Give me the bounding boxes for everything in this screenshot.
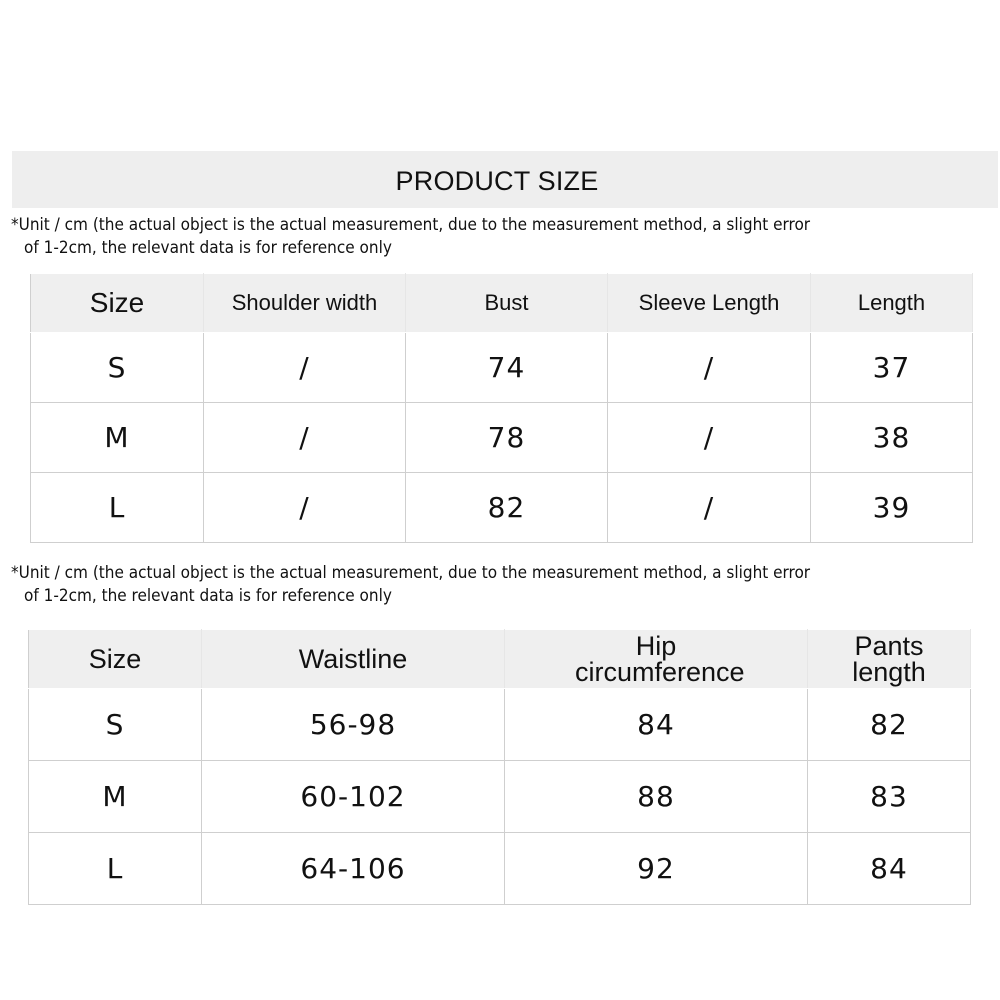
table-row — [31, 403, 973, 473]
table-cell: 74 — [406, 333, 608, 403]
table-cell: / — [204, 403, 406, 473]
table-row — [29, 761, 971, 833]
unit-note-line2: of 1-2cm, the relevant data is for reference only — [24, 238, 392, 258]
table-cell: 64-106 — [202, 833, 505, 905]
unit-note-line2: of 1-2cm, the relevant data is for reference only — [24, 586, 392, 606]
table-cell: S — [31, 333, 204, 403]
page-title: PRODUCT SIZE — [395, 166, 599, 196]
bottom-size-table — [28, 629, 971, 905]
table-cell: / — [204, 473, 406, 543]
table-cell: 38 — [811, 403, 973, 473]
header-cell-pants-length: Pants length — [808, 630, 971, 689]
table-cell: 82 — [808, 689, 971, 761]
header-cell-waistline: Waistline — [202, 630, 505, 689]
top-size-table — [30, 273, 973, 543]
table-cell: / — [204, 333, 406, 403]
table-cell: L — [29, 833, 202, 905]
header-cell-size: Size — [29, 630, 202, 689]
table-cell: / — [608, 333, 811, 403]
table-cell: 88 — [505, 761, 808, 833]
header-cell-sleeve-length: Sleeve Length — [608, 274, 811, 333]
table-row — [31, 333, 973, 403]
title-bar — [12, 151, 998, 208]
table-cell: 83 — [808, 761, 971, 833]
table-row — [31, 473, 973, 543]
table-cell: M — [31, 403, 204, 473]
table-cell: 56-98 — [202, 689, 505, 761]
table-cell: L — [31, 473, 204, 543]
table-cell: / — [608, 473, 811, 543]
header-cell-size: Size — [31, 274, 204, 333]
table-cell: / — [608, 403, 811, 473]
table-cell: 84 — [808, 833, 971, 905]
table-cell: 82 — [406, 473, 608, 543]
unit-note-bottom — [11, 562, 986, 608]
header-cell-length: Length — [811, 274, 973, 333]
table-cell: 78 — [406, 403, 608, 473]
table-cell: 60-102 — [202, 761, 505, 833]
header-cell-shoulder-width: Shoulder width — [204, 274, 406, 333]
table-cell: 39 — [811, 473, 973, 543]
table-cell: S — [29, 689, 202, 761]
table-cell: 84 — [505, 689, 808, 761]
header-cell-bust: Bust — [406, 274, 608, 333]
unit-note-line1: *Unit / cm (the actual object is the actual measurement, due to the measurement method, a slight error — [11, 563, 811, 583]
table-header-row — [31, 274, 973, 333]
table-header-row — [29, 630, 971, 689]
table-cell: 92 — [505, 833, 808, 905]
table-cell: 37 — [811, 333, 973, 403]
table-cell: M — [29, 761, 202, 833]
table-row — [29, 689, 971, 761]
unit-note-top — [11, 214, 986, 260]
table-row — [29, 833, 971, 905]
unit-note-line1: *Unit / cm (the actual object is the actual measurement, due to the measurement method, a slight error — [11, 215, 811, 235]
header-cell-hip-circumference: Hip circumference — [505, 630, 808, 689]
